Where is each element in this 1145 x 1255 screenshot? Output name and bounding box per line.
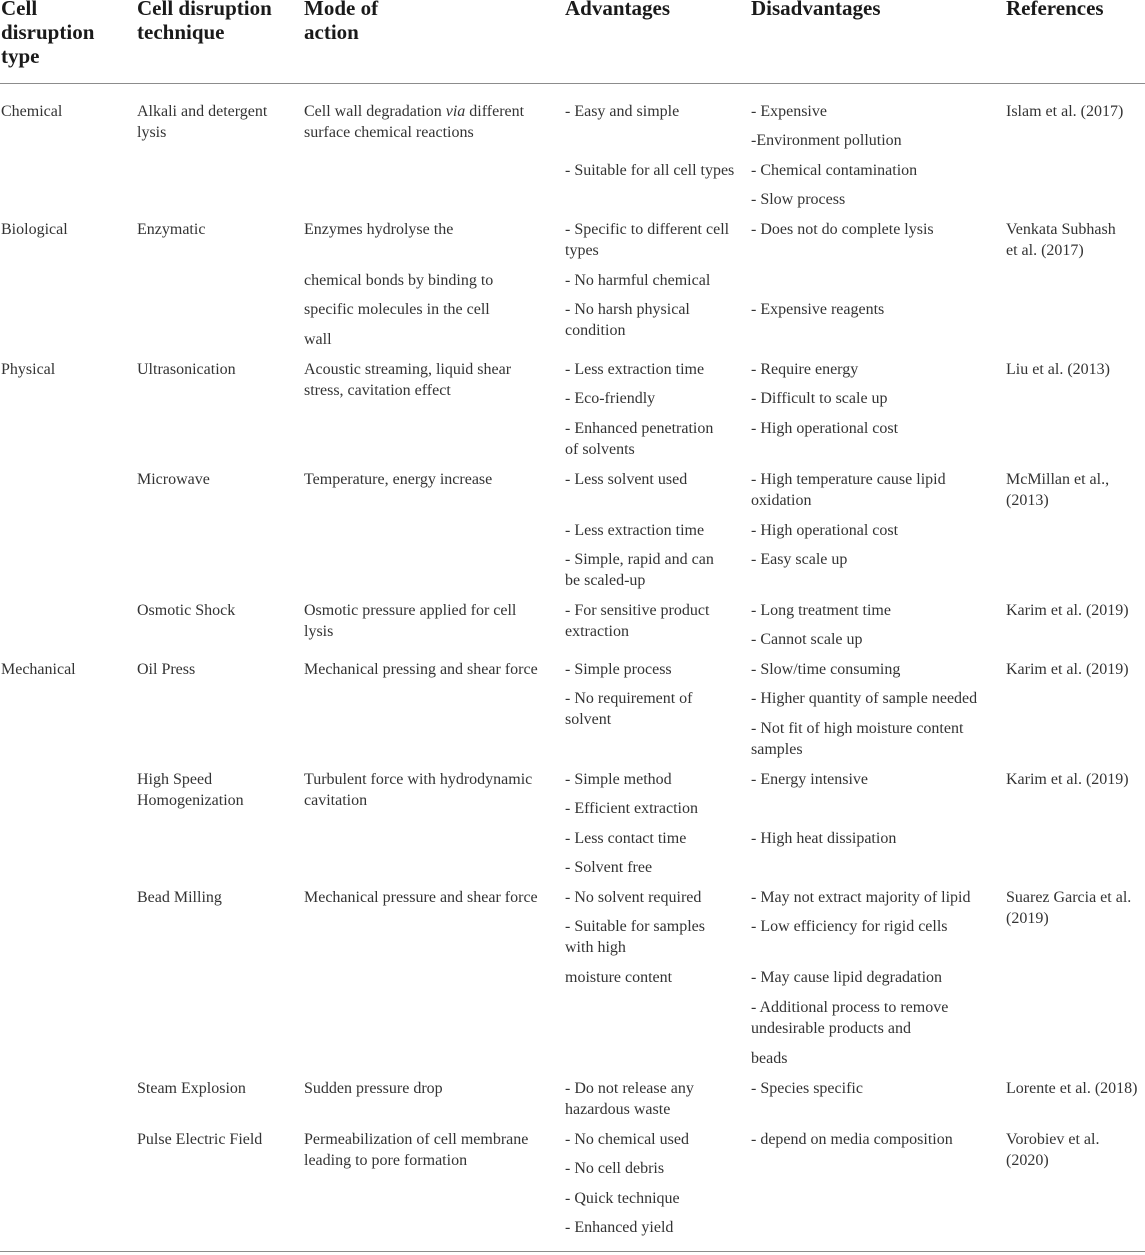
disadvantage-item: - Cannot scale up — [751, 631, 863, 648]
disadvantage-item: - Does not do complete lysis — [751, 221, 934, 238]
advantage-item: solvent — [565, 711, 612, 728]
mode-text-part: Cell wall degradation — [304, 103, 442, 120]
advantage-item: - Eco-friendly — [565, 390, 656, 407]
disadvantage-item: - May not extract majority of lipid — [751, 889, 971, 906]
advantage-item: - Less solvent used — [565, 471, 688, 488]
mode-text: Permeabilization of cell membrane — [304, 1131, 529, 1148]
reference-text: Suarez Garcia et al. — [1006, 889, 1132, 906]
technique-text: Microwave — [137, 471, 210, 488]
mode-text: Mechanical pressure and shear force — [304, 889, 538, 906]
header-mode — [304, 0, 559, 44]
header-text: disruption — [1, 20, 95, 44]
header-disadvantages — [751, 0, 1001, 20]
mode-text: chemical bonds by binding to — [304, 272, 494, 289]
mode-text — [304, 101, 524, 122]
disadvantage-item: - Energy intensive — [751, 771, 869, 788]
disadvantage-item: oxidation — [751, 492, 812, 509]
technique-text: Homogenization — [137, 792, 244, 809]
type-text: Chemical — [1, 103, 63, 120]
mode-text: Temperature, energy increase — [304, 471, 493, 488]
advantage-item: extraction — [565, 623, 629, 640]
technique-text: Alkali and detergent — [137, 103, 268, 120]
technique-text: Bead Milling — [137, 889, 222, 906]
advantage-item: - No harmful chemical — [565, 272, 711, 289]
header-text: Advantages — [565, 0, 671, 20]
technique-text: Enzymatic — [137, 221, 206, 238]
disadvantage-item: - High operational cost — [751, 420, 899, 437]
technique-text: Ultrasonication — [137, 361, 236, 378]
disadvantage-item: - Long treatment time — [751, 602, 891, 619]
header-text: Disadvantages — [751, 0, 881, 20]
advantage-item: - Simple method — [565, 771, 672, 788]
advantage-item: - Efficient extraction — [565, 800, 698, 817]
mode-text: specific molecules in the cell — [304, 301, 490, 318]
advantage-item: condition — [565, 322, 626, 339]
mode-text: Osmotic pressure applied for cell — [304, 602, 517, 619]
advantage-item: - Less extraction time — [565, 361, 705, 378]
reference-text: (2019) — [1006, 910, 1049, 927]
disadvantage-item: samples — [751, 741, 803, 758]
type-text: Mechanical — [1, 661, 76, 678]
reference-text: Vorobiev et al. — [1006, 1131, 1100, 1148]
advantage-item: - Suitable for samples — [565, 918, 705, 935]
advantage-item: - No harsh physical — [565, 301, 690, 318]
mode-text: Mechanical pressing and shear force — [304, 661, 538, 678]
advantage-item: - Do not release any — [565, 1080, 694, 1097]
advantage-item: of solvents — [565, 441, 635, 458]
reference-text: Islam et al. (2017) — [1006, 103, 1124, 120]
disadvantage-item: - Chemical contamination — [751, 162, 918, 179]
reference-text: Karim et al. (2019) — [1006, 602, 1129, 619]
advantage-item: - Less contact time — [565, 830, 687, 847]
disadvantage-item: undesirable products and — [751, 1020, 911, 1037]
advantage-item: - No cell debris — [565, 1160, 665, 1177]
reference-text: Venkata Subhash — [1006, 221, 1116, 238]
technique-text: High Speed — [137, 771, 213, 788]
technique-text: lysis — [137, 124, 167, 141]
mode-text: wall — [304, 331, 332, 348]
reference-text: Liu et al. (2013) — [1006, 361, 1110, 378]
bottom-rule — [0, 1251, 1145, 1252]
mode-text: lysis — [304, 623, 334, 640]
advantage-item: - Easy and simple — [565, 103, 680, 120]
mode-text: leading to pore formation — [304, 1152, 468, 1169]
advantage-item: be scaled-up — [565, 572, 646, 589]
mode-text: Turbulent force with hydrodynamic — [304, 771, 533, 788]
header-text: action — [304, 20, 359, 44]
disadvantage-item: - Require energy — [751, 361, 859, 378]
disadvantage-item: - depend on media composition — [751, 1131, 953, 1148]
header-text: References — [1006, 0, 1104, 20]
technique-text: Pulse Electric Field — [137, 1131, 263, 1148]
mode-text: Enzymes hydrolyse the — [304, 221, 454, 238]
header-advantages — [565, 0, 745, 20]
technique-text: Osmotic Shock — [137, 602, 236, 619]
reference-text: Lorente et al. (2018) — [1006, 1080, 1138, 1097]
reference-text: (2013) — [1006, 492, 1049, 509]
disadvantage-item: - High operational cost — [751, 522, 899, 539]
advantage-item: - No requirement of — [565, 690, 693, 707]
reference-text: et al. (2017) — [1006, 242, 1084, 259]
header-references — [1006, 0, 1145, 20]
disadvantage-item: - Easy scale up — [751, 551, 848, 568]
advantage-item: - No chemical used — [565, 1131, 689, 1148]
header-text: Mode of — [304, 0, 379, 20]
header-text: Cell disruption — [137, 0, 272, 20]
mode-text: surface chemical reactions — [304, 124, 474, 141]
disadvantage-item: - Not fit of high moisture content — [751, 720, 964, 737]
disadvantage-item: - May cause lipid degradation — [751, 969, 943, 986]
advantage-item: - Solvent free — [565, 859, 653, 876]
technique-text: Steam Explosion — [137, 1080, 246, 1097]
disadvantage-item: - High heat dissipation — [751, 830, 897, 847]
disadvantage-item: -Environment pollution — [751, 132, 902, 149]
advantage-item: - No solvent required — [565, 889, 702, 906]
mode-italic-word: via — [445, 103, 466, 120]
disadvantage-item: - Expensive reagents — [751, 301, 885, 318]
header-technique — [137, 0, 297, 44]
disadvantage-item: - Slow process — [751, 191, 846, 208]
disadvantage-item: - Expensive — [751, 103, 827, 120]
type-text: Biological — [1, 221, 68, 238]
reference-text: McMillan et al., — [1006, 471, 1110, 488]
disadvantage-item: - Difficult to scale up — [751, 390, 888, 407]
disadvantage-item: - High temperature cause lipid — [751, 471, 946, 488]
advantage-item: with high — [565, 939, 626, 956]
advantage-item: - Specific to different cell — [565, 221, 730, 238]
advantage-item: - Enhanced penetration — [565, 420, 714, 437]
disadvantage-item: - Higher quantity of sample needed — [751, 690, 978, 707]
mode-text: Acoustic streaming, liquid shear — [304, 361, 512, 378]
disadvantage-item: beads — [751, 1050, 788, 1067]
advantage-item: moisture content — [565, 969, 673, 986]
header-text: Cell — [1, 0, 38, 20]
advantage-item: - Simple, rapid and can — [565, 551, 714, 568]
disadvantage-item: - Low efficiency for rigid cells — [751, 918, 948, 935]
advantage-item: - Simple process — [565, 661, 672, 678]
advantage-item: types — [565, 242, 599, 259]
mode-text: stress, cavitation effect — [304, 382, 451, 399]
table-header — [0, 0, 1145, 84]
header-text: technique — [137, 20, 225, 44]
disadvantage-item: - Additional process to remove — [751, 999, 949, 1016]
header-type — [1, 0, 131, 68]
reference-text: Karim et al. (2019) — [1006, 771, 1129, 788]
reference-text: Karim et al. (2019) — [1006, 661, 1129, 678]
advantage-item: - Suitable for all cell types — [565, 162, 735, 179]
disadvantage-item: - Species specific — [751, 1080, 863, 1097]
mode-text: cavitation — [304, 792, 368, 809]
advantage-item: - Less extraction time — [565, 522, 705, 539]
advantage-item: hazardous waste — [565, 1101, 671, 1118]
type-text: Physical — [1, 361, 56, 378]
advantage-item: - Enhanced yield — [565, 1219, 674, 1236]
header-rule — [0, 83, 1145, 84]
advantage-item: - Quick technique — [565, 1190, 680, 1207]
header-text: type — [1, 44, 40, 68]
mode-text-part: different — [469, 103, 525, 120]
disadvantage-item: - Slow/time consuming — [751, 661, 901, 678]
reference-text: (2020) — [1006, 1152, 1049, 1169]
technique-text: Oil Press — [137, 661, 196, 678]
mode-text: Sudden pressure drop — [304, 1080, 443, 1097]
advantage-item: - For sensitive product — [565, 602, 710, 619]
